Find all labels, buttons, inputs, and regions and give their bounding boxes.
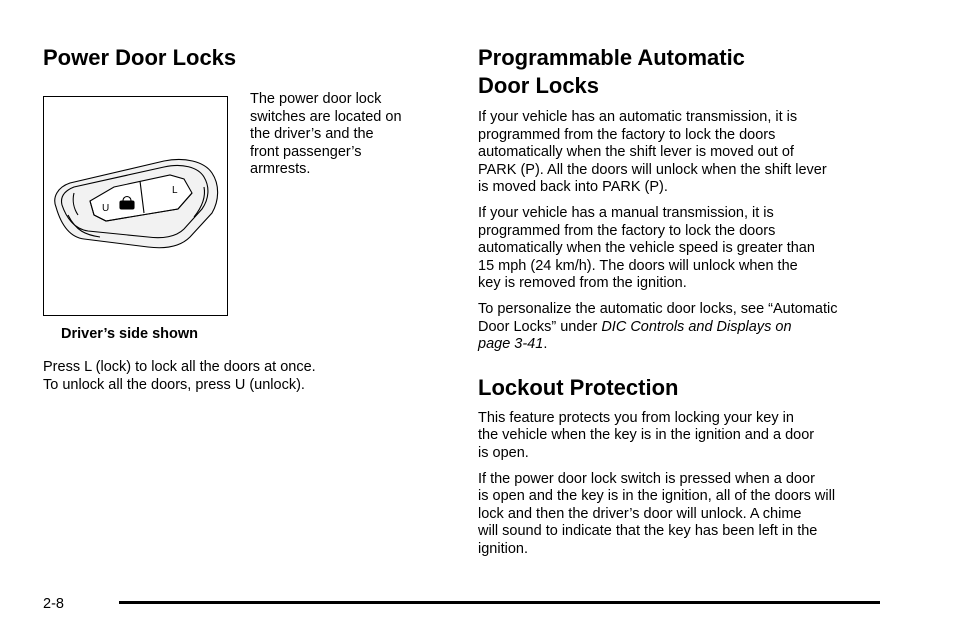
section-title-power-door-locks: Power Door Locks xyxy=(43,45,237,70)
lock-unlock-instructions: Press L (lock) to lock all the doors at once. To unlock all the doors, press U (unlock). xyxy=(43,359,316,393)
section-title-programmable-locks: Programmable Automatic Door Locks xyxy=(478,45,745,98)
dic-controls-reference: DIC Controls and Displays on page 3-41 xyxy=(478,318,792,353)
figure-caption: Driver’s side shown xyxy=(61,326,198,342)
lockout-intro-paragraph: This feature protects you from locking your key in the vehicle when the key is in the ignition and a door is open. xyxy=(478,409,815,461)
personalize-end: . xyxy=(543,336,548,353)
manual-transmission-paragraph: If your vehicle has a manual transmission, it is programmed from the factory to lock the doors automatically when the vehicle speed is greater than 15 mph (24 km/h). The doors will unlock when the key is removed from the ignition. xyxy=(478,204,815,292)
lock-switch-label: L xyxy=(172,185,178,196)
unlock-switch-label: U xyxy=(102,203,110,214)
footer-rule xyxy=(119,601,880,604)
right-column xyxy=(478,44,888,558)
door-lock-switch-illustration xyxy=(44,97,229,317)
lockout-detail-paragraph: If the power door lock switch is pressed when a door is open and the key is in the ignition, all of the doors will lock and then the driver’s door will unlock. A chime will sound to indicate that the key has been left in the ignition. xyxy=(478,470,836,557)
personalize-text: To personalize the automatic door locks, see “Automatic Door Locks” under xyxy=(478,300,838,335)
page-number: 2-8 xyxy=(43,596,64,612)
automatic-transmission-paragraph: If your vehicle has an automatic transmission, it is programmed from the factory to lock the doors automatically when the shift lever is moved out of PARK (P). All the doors will unlock when the shift lever is moved back into PARK (P). xyxy=(478,109,827,196)
section-title-lockout-protection: Lockout Protection xyxy=(478,374,679,400)
personalize-paragraph xyxy=(478,301,888,354)
switch-location-text: The power door lock switches are located on the driver’s and the front passenger’s armrests. xyxy=(250,91,402,178)
door-lock-switch-figure xyxy=(43,96,228,316)
